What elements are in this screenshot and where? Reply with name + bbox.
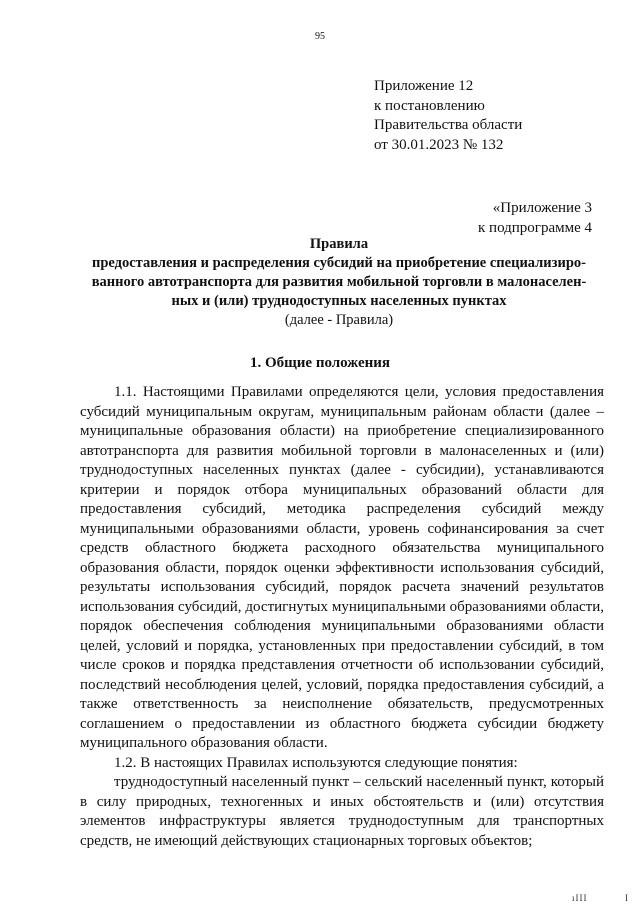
- title-heading: Правила: [309, 236, 369, 252]
- body-text: [80, 383, 604, 851]
- appendix-line: Правительства области: [374, 117, 523, 133]
- scan-mark: ıIII: [572, 893, 588, 903]
- scan-mark: I: [625, 893, 629, 903]
- section-heading: 1. Общие положения: [249, 355, 391, 371]
- paragraph: труднодоступный населенный пункт – сельский населенный пункт, который в силу природных, техногенных и иных обстоятельств и (или) отсутствия элементов инфраструктуры является труднодоступным для транспортных средств, не имеющий действующих стационарных торговых объектов;: [80, 774, 604, 849]
- sub-appendix-line: к подпрограмме 4: [478, 219, 592, 236]
- title-line: ванного автотранспорта для развития мобильной торговли в малонаселен-: [91, 274, 587, 290]
- title-line: предоставления и распределения субсидий на приобретение специализиро-: [91, 255, 586, 271]
- paragraph: 1.1. Настоящими Правилами определяются цели, условия предоставления субсидий муниципальным округам, муниципальным районам области (далее – муниципальные образования области) на приобретение специализированного автотранспорта для развития мобильной торговли в малонаселенных и (или) труднодоступных населенных пунктах (далее - субсидии), устанавливаются критерии и порядок отбора муниципальных образований области для предоставления субсидий, методика распределения субсидий между муниципальными образованиями области, уровень софинансирования за счет средств областного бюджета расходного обязательства муниципального образования области, порядок оценки эффективности использования субсидий, результаты использования субсидий, порядок расчета значений результатов использования субсидий, достигнутых муниципальными образованиями области, порядок обеспечения соблюдения муниципальными образованиями области целей, условий и порядка, установленных при предоставлении субсидий, в том числе сроков и порядка представления отчетности об использовании субсидий, последствий несоблюдения целей, условий, порядка предоставления субсидий, а также ответственность за неисполнение обязательств, предусмотренных соглашением о предоставлении из областного бюджета субсидии бюджету муниципального образования области.: [80, 384, 604, 751]
- sub-appendix-reference: [478, 199, 592, 238]
- appendix-line: к постановлению: [374, 97, 485, 114]
- appendix-reference: [374, 77, 522, 155]
- appendix-line: Приложение 12: [374, 78, 474, 94]
- title-note: (далее - Правила): [284, 312, 394, 328]
- title-line: ных и (или) труднодоступных населенных пунктах: [171, 293, 507, 309]
- appendix-line: от 30.01.2023 № 132: [374, 136, 504, 153]
- sub-appendix-line: «Приложение 3: [492, 200, 592, 216]
- document-title: [64, 235, 614, 330]
- paragraph: 1.2. В настоящих Правилах используются следующие понятия:: [114, 754, 518, 771]
- page-number: 95: [315, 31, 325, 42]
